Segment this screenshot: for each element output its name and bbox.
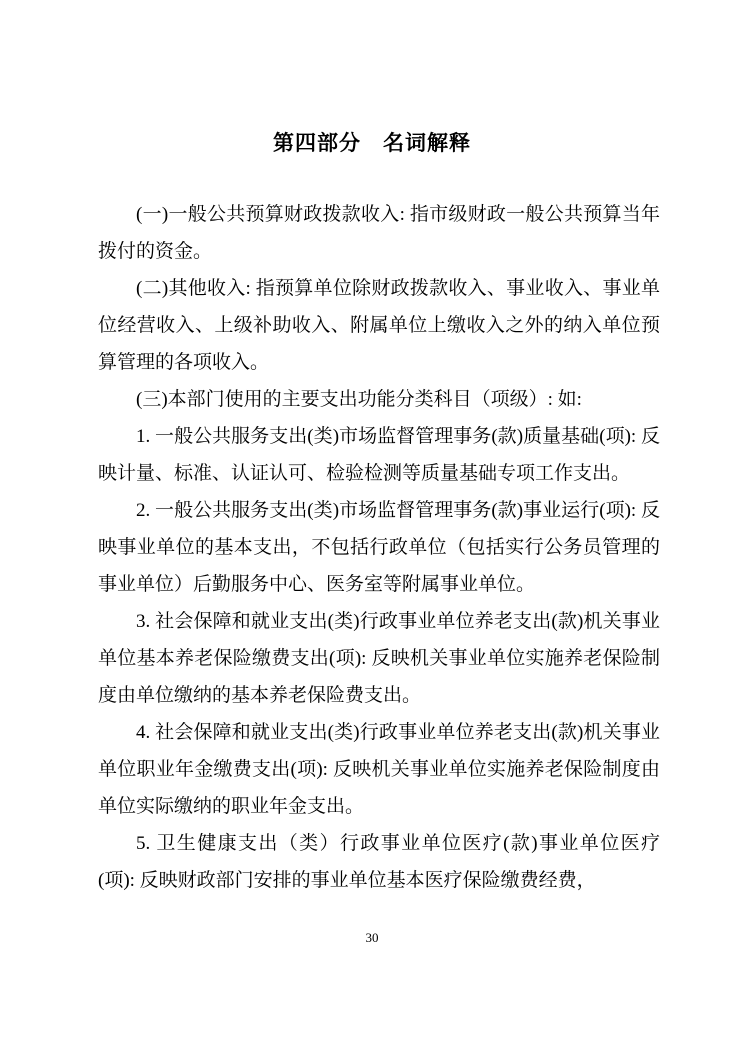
section-title: 第四部分 名词解释 bbox=[273, 132, 471, 155]
paragraph-item-2: 2. 一般公共服务支出(类)市场监督管理事务(款)事业运行(项): 反映事业单位的基本支出，不包括行政单位（包括实行公务员管理的事业单位）后勤服务中心、医务室等附属事业单位。 bbox=[98, 500, 660, 595]
paragraph-item-1: 1. 一般公共服务支出(类)市场监督管理事务(款)质量基础(项): 反映计量、标准、认证认可、检验检测等质量基础专项工作支出。 bbox=[98, 426, 660, 484]
paragraph-item-4: 4. 社会保障和就业支出(类)行政事业单位养老支出(款)机关事业单位职业年金缴费支出(项): 反映机关事业单位实施养老保险制度由单位实际缴纳的职业年金支出。 bbox=[98, 722, 660, 817]
paragraph-item-5: 5. 卫生健康支出（类）行政事业单位医疗(款)事业单位医疗(项): 反映财政部门安排的事业单位基本医疗保险缴费经费， bbox=[98, 833, 660, 891]
page-number: 30 bbox=[365, 930, 379, 945]
paragraph-item-3: 3. 社会保障和就业支出(类)行政事业单位养老支出(款)机关事业单位基本养老保险缴费支出(项): 反映机关事业单位实施养老保险制度由单位缴纳的基本养老保险费支出。 bbox=[98, 611, 660, 706]
paragraph-definition-3: (三)本部门使用的主要支出功能分类科目（项级）: 如: bbox=[136, 389, 582, 410]
document-body bbox=[98, 196, 660, 899]
paragraph-definition-1: (一)一般公共预算财政拨款收入: 指市级财政一般公共预算当年拨付的资金。 bbox=[98, 204, 660, 262]
paragraph-definition-2: (二)其他收入: 指预算单位除财政拨款收入、事业收入、事业单位经营收入、上级补助收入、附属单位上缴收入之外的纳入单位预算管理的各项收入。 bbox=[98, 278, 660, 373]
